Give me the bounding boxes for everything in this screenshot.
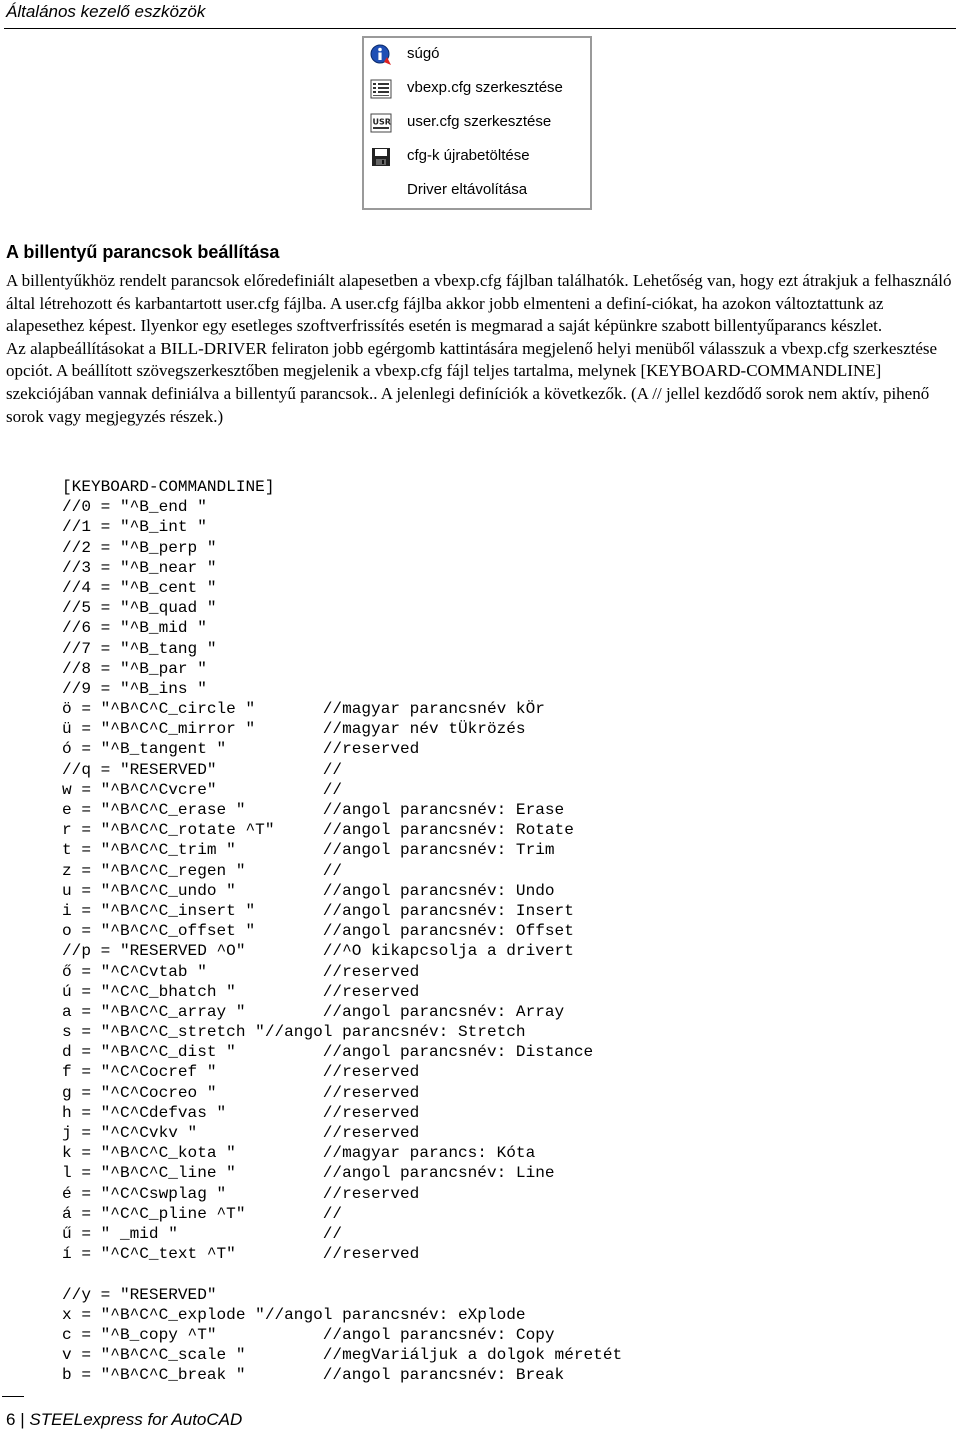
- code-line: s = "^B^C^C_stretch "//angol parancsnév: Stretch: [62, 1023, 526, 1042]
- code-line: i = "^B^C^C_insert " //angol parancsnév: Insert: [62, 901, 574, 920]
- info-icon: [370, 44, 392, 66]
- code-line: a = "^B^C^C_array " //angol parancsnév: Array: [62, 1002, 565, 1021]
- code-line: [KEYBOARD-COMMANDLINE]: [62, 478, 275, 496]
- code-line: t = "^B^C^C_trim " //angol parancsnév: Trim: [62, 841, 555, 860]
- code-line: z = "^B^C^C_regen " //: [62, 861, 343, 880]
- code-line: e = "^B^C^C_erase " //angol parancsnév: Erase: [62, 801, 565, 819]
- code-listing: [62, 477, 622, 1385]
- code-line: //6 = "^B_mid ": [62, 619, 207, 638]
- menu-item-edit-user[interactable]: [364, 106, 590, 140]
- paragraph: A billentyűkhöz rendelt parancsok előredefiniált alapesetben a vbexp.cfg fájlban találhatók. Lehetőség van, hogy ezt átrakjuk a felhasználó által létrehozott és karbantartott user.cfg fájlba. A user.cfg fájlba akkor jobb elmenteni a definí-ciókat, ha azokon változtattunk az alapesethez képest. Ilyenkor egy esetleges szoftverfrissítés esetén is megmarad a saját képünkre szabott billentyűparancs készlet.: [6, 271, 952, 336]
- menu-item-remove-driver[interactable]: [364, 174, 590, 208]
- menu-item-label: Driver eltávolítása: [407, 181, 528, 198]
- code-line: //9 = "^B_ins ": [62, 679, 207, 698]
- product-name: STEELexpress for AutoCAD: [29, 1410, 243, 1429]
- paragraph: Az alapbeállításokat a BILL-DRIVER feliraton jobb egérgomb kattintására megjelenő helyi menüből válasszuk a vbexp.cfg szerkesztése opciót. A beállított szövegszerkesztőben megjelenik a vbexp.cfg fájl teljes tartalma, melynek [KEYBOARD-COMMANDLINE] szekciójában vannak definiálva a billentyű parancsok.. A jelenlegi definíciók a következők. (A // jellel kezdődő sorok nem aktív, pihenő sorok vagy megjegyzés részek.): [6, 338, 938, 426]
- code-line: l = "^B^C^C_line " //angol parancsnév: Line: [62, 1164, 555, 1183]
- code-line: ú = "^C^C_bhatch " //reserved: [62, 982, 420, 1001]
- code-line: c = "^B_copy ^T" //angol parancsnév: Copy: [62, 1325, 555, 1344]
- code-line: //1 = "^B_int ": [62, 518, 207, 537]
- menu-item-reload-cfg[interactable]: [364, 140, 590, 174]
- code-line: //4 = "^B_cent ": [62, 578, 217, 597]
- code-line: r = "^B^C^C_rotate ^T" //angol parancsnév: Rotate: [62, 821, 574, 840]
- code-line: j = "^C^Cvkv " //reserved: [62, 1124, 420, 1142]
- code-line: d = "^B^C^C_dist " //angol parancsnév: Distance: [62, 1043, 594, 1062]
- code-line: //2 = "^B_perp ": [62, 538, 217, 557]
- code-line: x = "^B^C^C_explode "//angol parancsnév: eXplode: [62, 1305, 526, 1324]
- footer-divider: [2, 1396, 24, 1397]
- menu-item-edit-vbexp[interactable]: [364, 72, 590, 106]
- code-line: b = "^B^C^C_break " //angol parancsnév: Break: [62, 1366, 565, 1385]
- code-line: í = "^C^C_text ^T" //reserved: [62, 1245, 420, 1264]
- code-line: //y = "RESERVED": [62, 1285, 217, 1304]
- list-edit-icon: [370, 78, 392, 100]
- code-line: //p = "RESERVED ^O" //^O kikapcsolja a drivert: [62, 942, 574, 961]
- menu-item-help[interactable]: [364, 38, 590, 72]
- code-line: ű = " _mid " //: [62, 1224, 343, 1243]
- code-line: v = "^B^C^C_scale " //megVariáljuk a dolgok méretét: [62, 1346, 623, 1365]
- context-menu: [362, 36, 592, 210]
- code-line: ő = "^C^Cvtab " //reserved: [62, 962, 420, 981]
- code-line: ö = "^B^C^C_circle " //magyar parancsnév kÖr: [62, 700, 545, 719]
- code-line: //3 = "^B_near ": [62, 558, 217, 577]
- svg-text:USR: USR: [372, 117, 391, 127]
- code-line: á = "^C^C_pline ^T" //: [62, 1204, 343, 1223]
- code-line: //q = "RESERVED" //: [62, 760, 343, 779]
- menu-item-label: súgó: [407, 45, 440, 62]
- header-divider: [4, 28, 956, 29]
- page-number: 6: [6, 1410, 16, 1429]
- user-config-icon: [370, 112, 392, 134]
- code-line: ü = "^B^C^C_mirror " //magyar név tÜkrözés: [62, 720, 526, 739]
- code-line: k = "^B^C^C_kota " //magyar parancs: Kóta: [62, 1144, 536, 1163]
- code-line: w = "^B^C^Cvcre" //: [62, 780, 343, 799]
- floppy-save-icon: [370, 146, 392, 168]
- code-line: g = "^C^Cocreo " //reserved: [62, 1083, 420, 1102]
- code-line: é = "^C^Cswplag " //reserved: [62, 1184, 420, 1203]
- code-line: f = "^C^Cocref " //reserved: [62, 1063, 420, 1082]
- code-line: //7 = "^B_tang ": [62, 639, 217, 658]
- code-line: //8 = "^B_par ": [62, 659, 207, 678]
- menu-item-label: cfg-k újrabetöltése: [407, 147, 530, 164]
- code-line: o = "^B^C^C_offset " //angol parancsnév: Offset: [62, 922, 574, 941]
- body-text: [6, 270, 952, 428]
- code-line: ó = "^B_tangent " //reserved: [62, 740, 420, 759]
- page-footer: [6, 1410, 242, 1430]
- menu-item-label: user.cfg szerkesztése: [407, 113, 552, 130]
- footer-separator: |: [20, 1410, 25, 1429]
- code-line: //0 = "^B_end ": [62, 498, 207, 517]
- code-line: h = "^C^Cdefvas " //reserved: [62, 1103, 420, 1122]
- code-line: [62, 1264, 622, 1284]
- menu-item-label: vbexp.cfg szerkesztése: [407, 79, 563, 96]
- section-title: A billentyű parancsok beállítása: [6, 242, 280, 262]
- code-line: u = "^B^C^C_undo " //angol parancsnév: Undo: [62, 881, 555, 900]
- header-title: Általános kezelő eszközök: [6, 2, 206, 21]
- code-line: //5 = "^B_quad ": [62, 599, 217, 618]
